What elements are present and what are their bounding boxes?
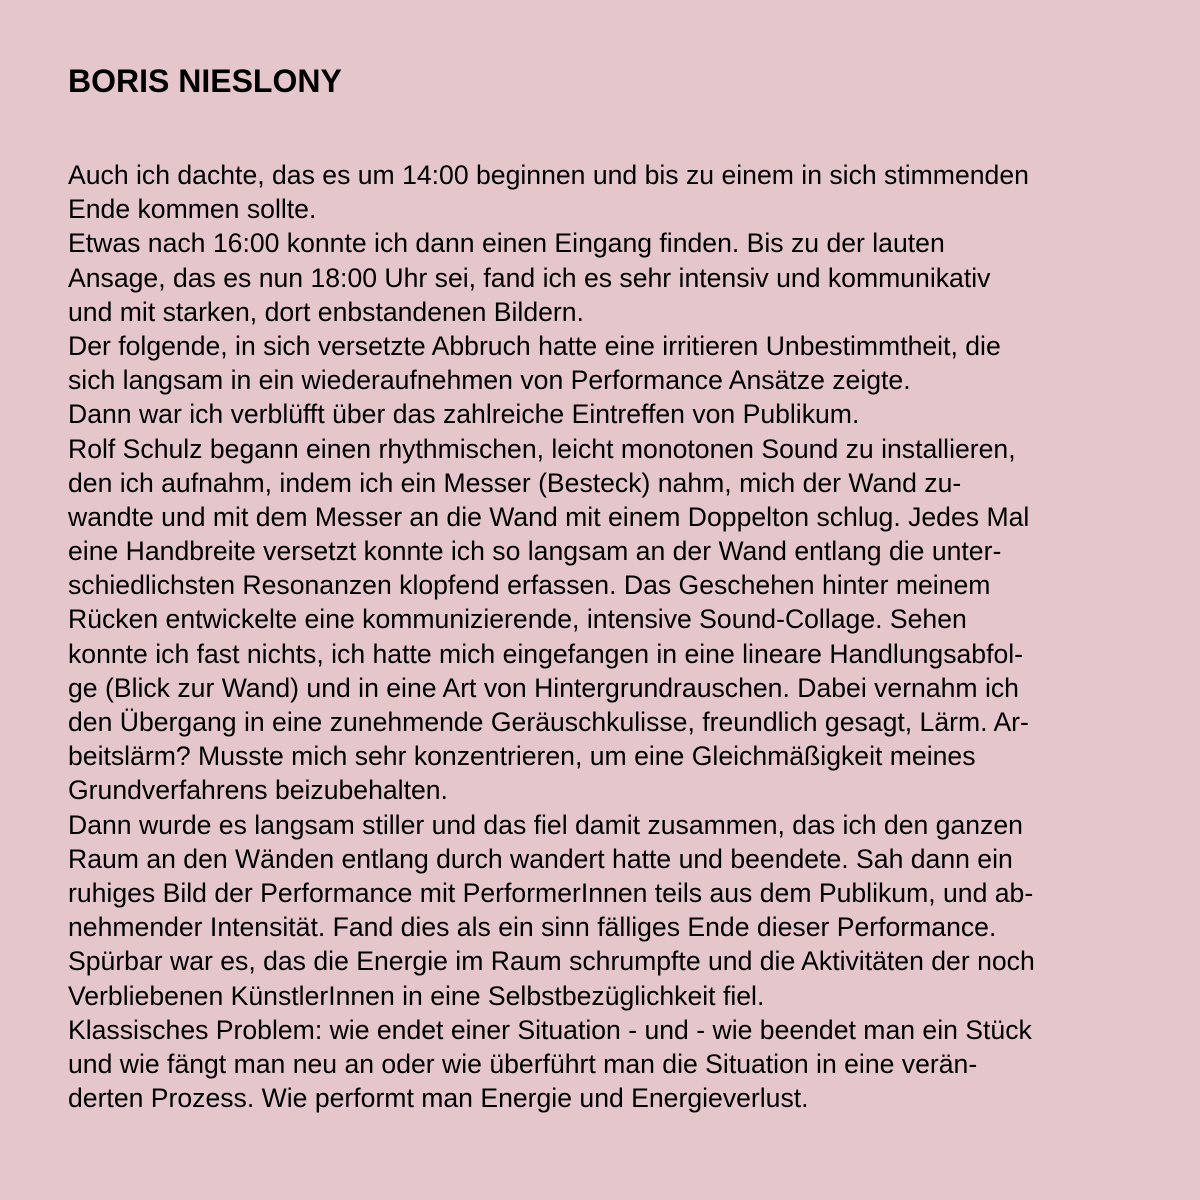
text-line: Dann wurde es langsam stiller und das fiel damit zusammen, das ich den ganzen xyxy=(68,809,1023,840)
text-line: Ansage, das es nun 18:00 Uhr sei, fand ich es sehr intensiv und kommunikativ xyxy=(68,262,991,293)
text-line: ruhiges Bild der Performance mit PerformerInnen teils aus dem Publikum, und ab- xyxy=(68,877,1034,908)
text-line: Ende kommen sollte. xyxy=(68,194,317,225)
text-line: Grundverfahrens beizubehalten. xyxy=(68,775,448,806)
text-line: und wie fängt man neu an oder wie überführt man die Situation in eine verän- xyxy=(68,1048,978,1079)
text-line: wandte und mit dem Messer an die Wand mit einem Doppelton schlug. Jedes Mal xyxy=(68,501,1030,532)
text-line: Rolf Schulz begann einen rhythmischen, leicht monotonen Sound zu installieren, xyxy=(68,433,1016,464)
text-line: Raum an den Wänden entlang durch wandert hatte und beendete. Sah dann ein xyxy=(68,843,1013,874)
text-line: Auch ich dachte, das es um 14:00 beginnen und bis zu einem in sich stimmenden xyxy=(68,160,1029,190)
text-line: Spürbar war es, das die Energie im Raum schrumpfte und die Aktivitäten der noch xyxy=(68,946,1035,977)
text-line: eine Handbreite versetzt konnte ich so langsam an der Wand entlang die unter- xyxy=(68,536,1002,567)
text-line: Dann war ich verblüfft über das zahlreiche Eintreffen von Publikum. xyxy=(68,399,860,430)
text-line: den Übergang in eine zunehmende Geräuschkulisse, freundlich gesagt, Lärm. Ar- xyxy=(68,707,1029,737)
text-line: konnte ich fast nichts, ich hatte mich eingefangen in eine lineare Handlungsabfol- xyxy=(68,638,1024,669)
text-line: ge (Blick zur Wand) und in eine Art von Hintergrundrauschen. Dabei vernahm ich xyxy=(68,672,1019,703)
text-line: Klassisches Problem: wie endet einer Situation - und - wie beendet man ein Stück xyxy=(68,1014,1032,1045)
text-line: schiedlichsten Resonanzen klopfend erfassen. Das Geschehen hinter meinem xyxy=(68,570,991,601)
author-title: BORIS NIESLONY xyxy=(68,63,342,99)
text-line: beitslärm? Musste mich sehr konzentrieren, um eine Gleichmäßigkeit meines xyxy=(68,741,976,772)
text-line: sich langsam in ein wiederaufnehmen von Performance Ansätze zeigte. xyxy=(68,365,911,396)
text-line: derten Prozess. Wie performt man Energie und Energieverlust. xyxy=(68,1083,809,1114)
text-line: nehmender Intensität. Fand dies als ein sinn fälliges Ende dieser Performance. xyxy=(68,912,997,943)
body-text xyxy=(68,158,1170,1115)
text-line: Rücken entwickelte eine kommunizierende, intensive Sound-Collage. Sehen xyxy=(68,604,967,635)
text-line: Verbliebenen KünstlerInnen in eine Selbstbezüglichkeit fiel. xyxy=(68,980,765,1011)
text-line: und mit starken, dort enbstandenen Bildern. xyxy=(68,296,584,327)
text-line: Der folgende, in sich versetzte Abbruch hatte eine irritieren Unbestimmtheit, die xyxy=(68,330,1001,361)
text-line: Etwas nach 16:00 konnte ich dann einen Eingang finden. Bis zu der lauten xyxy=(68,228,945,259)
text-line: den ich aufnahm, indem ich ein Messer (Besteck) nahm, mich der Wand zu- xyxy=(68,467,962,498)
